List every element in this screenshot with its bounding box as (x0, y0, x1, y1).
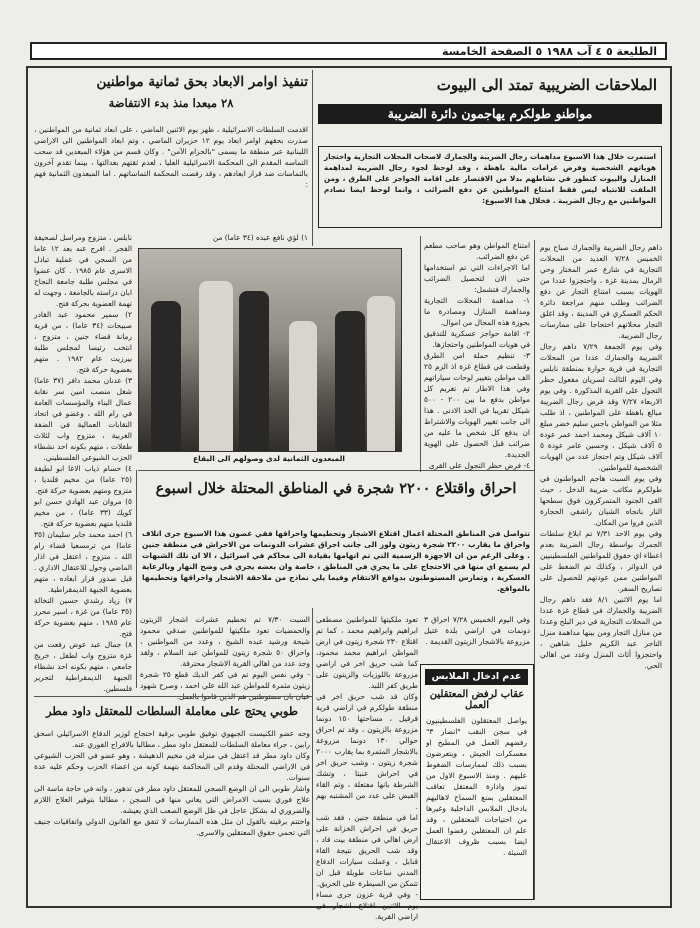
section-rule (138, 470, 534, 471)
photo-figure (199, 281, 233, 451)
column-rule (420, 236, 421, 472)
taxes-lead-text: استمرت خلال هذا الاسبوع مداهمات رجال الضريبة والجمارك لاصحاب المحلات التجارية واحتجاز هوياتهم الشخصية وفرض غرامات مالية باهظة ، وقد لوحظ لجوء رجال الضريبة لمداهمة المنازل والبيوت كتطور في نشاطهم بدلا من الاقتصار على اقامة الحواجز على الطرق ، ومن الملفت للانتباه ليس فقط امتناع المواطنين عن دفع الضرائب ، وانما لوحظ ايضا تصادم المواطنين مع رجال الضريبة . فخلال هذا الاسبوع: (324, 152, 656, 205)
deportation-list: نابلس ، متزوج ومراسل لصحيفة الفجر . افرج عنه بعد ١٢ عاما من السجن في عملية تبادل الاسرى عام ١٩٨٥ . كان عضوا في مجلس طلبة جامعة النجاح ابان دراسته بالجامعة ، وجهت له تهمة العضوية بحركة فتح. ٢) سمير محمود عبد القادر صبيحات (٣٤ عاما) ، من قرية رمانة قضاء جنين ، متزوج ، انتخب رئيسا لمجلس طلبة بيرزيت عام ١٩٨٢ . متهم بعضوية حركة فتح. ٣) عدنان محمد دافر (٣٧ عاما) شغل منصب امين سر نقابة عمال البناء والمؤسسات العامة في رام الله ، وعضو في اتحاد النقابات العمالية في الضفة الغربية ، متزوج واب لثلاث طفلات ، متهم بكونه احد نشطاء الحزب الشيوعي الفلسطيني. ٤) حسام ذياب الاغا ابو لطيفة (٢٥ عاما) من مخيم قلنديا ، متزوج ومتهم بعضوية حركة فتح. ٥) مروان عبد الهادي حسن ابو كويك (٣٣ عاما) ، من مخيم قلنديا متهم بعضوية حركة فتح. ٦) احمد محمد جابر سليمان (٣٥ عاما) من ترمسعيا قضاء رام الله ، متزوج ، اعتقل في اذار الماضي وحول للاعتقال الاداري . قيل صدور قرار ابعاده ، متهم بعضوية الجبهة الديمقراطية. ٧) زياد رشدي حسين النخالة (٣٥ عاما) من غزة ، اسير محرر عام ١٩٨٥ ، متهم بعضوية حركة فتح. ٨) جمال عبد عوض رفعت من غزة متزوج واب لطفل ، خريج جامعي ، متهم بكونه احد نشطاء الجبهة الديمقراطية لتحرير فلسطين. (34, 233, 133, 693)
trees-col-3: وفي اليوم الخميس ٧/٢٨ احراق ٣ دونمات في اراضي بلدة عتيل مزروعة بالاشجار الزيتون القديمة . (424, 615, 530, 646)
photo-figure (335, 311, 365, 451)
trees-headline: احراق واقتلاع ٢٢٠٠ شجرة في المناطق المحتلة خلال اسبوع (155, 480, 517, 497)
trees-lead: تتواصل في المناطق المحتلة اعمال اقتلاع الاشجار وتحطيمها واحراقها فقي غضون هذا الاسبوع جرى اتلاف واحراق ما يقارب ٢٢٠٠ شجرة زيتون ولوز الى جانب احراق عشرات الدونمات من الاحراش في منطقة جنين . وعلى الرغم من ان الاجهزة الرسمية التي تم اتهامها بقيادة الى محاكم في اسرائيل ، الا ان تلك الشبهات لم يسمع اي منها في الاحتجاج على ما يجري في المناطق ، خاصة وان بعضه يجري في وضح النهار وبالرعاية العسكرية ، وتمارس المستوطنون بدوافع الانتقام وفيما يلي نماذج من ملاحقة الاشجار واحراقها وتحطيمها بالمواقع. (142, 529, 530, 593)
dawood-headline: طوبي يحتج على معاملة السلطات للمعتقل داود مطر (46, 704, 298, 718)
photo-figure (239, 291, 269, 451)
taxes-lead-box (318, 146, 662, 228)
prisoners-label (425, 669, 528, 685)
deportation-list-item-1: ١) لؤي نافع عبده (٣٤ عاما) من (212, 233, 308, 242)
deportation-subhead: ٢٨ مبعدا منذ بدء الانتفاضة (108, 96, 234, 110)
column-rule (534, 240, 535, 900)
deportation-body: اقدمت السلطات الاسرائيلية ، ظهر يوم الاثنين الماضي ، على ابعاد ثمانية من المواطنين ، صدرت بحقهم اوامر ابعاد يوم ١٢ حزيران الماضي ، وتم ابعاد المواطنين الى الاراضي اللبنانية عبر منطقة ما يسمى "بالحزام الآمن" . وكان قسم من هؤلاء المبعدين قد سحب التماسه المقدم الى المحكمة الاسرائيلية العليا ، لعدم ثقتهم بعدالتها ، بينما تقدم آخرون بالتماسات ضد قرار ابعادهم ، وقد رفضت المحكمة التماساتهم . اما المبعدون الثمانية فهم : (34, 125, 308, 189)
column-rule (312, 608, 313, 900)
photo-figure (367, 296, 395, 451)
trees-col-1: السبت ٧/٣٠ تم تحطيم عشرات اشجار الزيتون والحمضيات تعود ملكيتها للمواطنين صدقي محمود شيحة ورشيد عبده الشيخ ، وعدد من المواطنين ، واحراق ٥٠ شجرة زيتون للمواطن عبد السلام ، ولقد وجد عدد من اهالي القرية الاشجار محترقة. - وفي نفس اليوم تم في كفر الديك قطع ٢٥ شجرة زيتون مثمرة للمواطن عبد الله علي احمد ، وصرح شهود عيان بان مستوطنين هم الذين قاموا بالعمل. (140, 615, 310, 701)
prisoners-label-text: عدم ادخال الملابس (431, 671, 522, 682)
column-rule (312, 70, 313, 246)
trees-col-2: تعود ملكيتها للمواطنين مصطفى ابراهيم وابراهيم محمد ، كما تم اقتلاع ٢٣٠ شجرة زيتون في ارض المواطن ابراهيم محمد محمود، كما شب حريق اخر في اراضي مزروعة باللوزيات والزيتون على طريق كفر اللبد. وكان قد شب حريق اخر في منطقة طولكرم في اراضي قرية قرقيل ، مساحتها ١٥٠ دونما مزروعة بالزيتون ، وقد تم احراق حوالي ١٣٠ دونما مزروعة بالاشجار المثمرة بما يقارب ٢٠٠٠ شجرة زيتون ، وشب حريق اخر في احراش عنبتا ، وتشك الشرطة بانها مفتعلة ، وتم القاء القبض على عدد من المشتبه بهم . اما في منطقة جنين ، فقد شب حريق في احراش الخزانة على ارض اهالي في منطقة بيت قاد ، وقد شب الحريق نتيجة القاء قنابل ، وعملت سيارات الدفاع المدني ساعات طويلة قبل ان تتمكن من السيطرة على الحريق. - وفي قرية عزون جرى مساء يوم الاثنين اقتلاع اشجار في اراضي القرية. (316, 615, 419, 921)
photo-figure (289, 321, 317, 451)
dawood-body: وجه عضو الكنيست الجبهوي توفيق طوبي برقية احتجاج لوزير الدفاع الاسرائيلي اسحق رابين ، جراء معاملة السلطات للمعتقل داود مطر ، مطالبا بالافراج الفوري عنه. وكان داود مطر قد اعتقل في منزله في مخيم الدهيشة ، وهو عضو في الحزب الشيوعي في الاراضي المحتلة وقدم الى المحاكمة بتهمة كونه من اعضاء الحزب وحكم عليه عدة سنوات. واشار طوبي الى ان الوضع الصحي للمعتقل داود مطر في تدهور ، وانه في حاجة ماسة الى علاج فوري بسبب الامراض التي يعاني منها في السجن ، مطالبا بتوفير العلاج اللازم والضروري له بشكل عاجل في ظل الوضع الصعب الذي يعيشه. واختتم برقيته بالقول ان مثل هذه الممارسات لا تتفق مع القانون الدولي واتفاقيات جنيف التي تحمي حقوق المعتقلين والاسرى. (34, 729, 310, 837)
photo-caption: المبعدون الثمانية لدى وصولهم الى البقاع (193, 454, 345, 463)
header-text: الطليعة ٥ ٤ آب ١٩٨٨ ٥ الصفحة الخامسة (441, 44, 657, 58)
deportees-photo (138, 248, 402, 452)
page-header (30, 42, 667, 60)
deportation-headline: تنفيذ اوامر الابعاد بحق ثمانية مواطنين (96, 74, 308, 90)
prisoners-box (420, 664, 534, 900)
column-rule (136, 470, 137, 688)
prisoners-headline: عقاب لرفض المعتقلين العمل (429, 689, 525, 711)
taxes-col-a: داهم رجال الضريبة والجمارك صباح يوم الخميس ٧/٢٨ العديد من المحلات التجارية في شارع عمر المختار وحي الرمال بمدينة غزة ، واحتجزوا عددا من الهويات بسبب امتناع التجار عن دفع الضرائب وطلب منهم مراجعة دائرة الحكم العسكري في المدينة ، وقد اغلق التجار محلاتهم احتجاجا على ممارسات رجال الضريبة. وفي يوم الجمعة ٧/٢٩ داهم رجال الضريبة والجمارك عددا من المحلات التجارية في قرية حوارة بمنطقة نابلس وفي اليوم الثالث لسريان مفعول حظر التجول على القرية المذكورة . وفي يوم الاربعاء ٧/٢٧ وقد فرض رجال الضريبة مبالغ باهظة على المواطنين ، اذ طلب مثلا من المواطن باجس سليم خضر مبلغ ١٠ آلاف شيكل ومحمد احمد عمر عودة ٥ آلاف شيكل ، وحسين عامر عودة ٥ آلاف شيكل وتم احتجاز عدد من الهويات الشخصية للمواطنين. وفي يوم السبت هاجم المواطنون في طولكرم مكاتب ضريبة الدخل ، حيث القى الجنود المتمركزون فوق سطحها النار باتجاه الشبان راشقي الحجارة الذين فروا من المكان. وفي يوم الاحد ٧/٣١ تم ابلاغ سلطات الجمرك بواسطة رجال الضريبة بعدم اعطاء اي حقوق للمواطنين الفلسطينيين في الدوائر ، وكذلك تم الضغط على المواطنين ممن عودتهم للحصول على تصاريح السفر. اما يوم الاثنين ٨/١ فقد داهم رجال الضريبة والجمارك في قطاع غزة عددا من المحلات التجارية في دير البلح وعددا من منازل التجار ومن بينها مداهمة منزل التاجر عبد الكريم خليل شاهين ، واحتجزوا أثاث المنزل وعدد من اهالي الحي. (540, 243, 662, 670)
taxes-col-b: امتناع المواطن وهو صاحب مطعم عن دفع الضرائب. اما الاجراءات التي تم استخدامها حتى الان لتحصيل الضرائب والجمارك فتشمل: ١- مداهمة المحلات التجارية ومداهمة المنازل ومصادرة ما بحوزة هذه المحال من اموال. ٢- اقامة حواجز عسكرية للتدقيق في هويات المواطنين واحتجازها. ٣- تنظيم حملة امن الطرق وقطعت في قطاع غزة اذ الزم ٢٥ الف مواطن بتغيير لوحات سياراتهم وفي هذا الاطار تم تغريم كل مواطن بدفع ما بين ٢٠٠ - ٥٠٠ شيكل تقريبا في الحد الادنى . هذا الى جانب تغيير الهويات والاشتراط ان يدفع كل شخص ما عليه من ضرائب قبل الحصول على الهوية الجديدة. ٤- فرض حظر التجول على القرى (424, 241, 531, 470)
taxes-banner-text: مواطنو طولكرم يهاجمون دائرة الضريبة (387, 106, 593, 121)
taxes-headline: الملاحقات الضريبية تمتد الى البيوت (436, 76, 657, 94)
photo-figure (151, 301, 181, 451)
taxes-banner (318, 104, 662, 124)
prisoners-body: يواصل المعتقلون الفلسطينيون في سجن النقب "انصار ٣" رفضهم العمل في المطبخ او معسكرات الجيش ، ويتعرضون بسبب ذلك لممارسات الضغوط عليهم . ومنذ الاسبوع الاول من تموز وادارة المعتقل تعاقب المعتقلين بمنع السماح لاهاليهم بادخال الملابس الداخلية وغيرها من احتياجات المعتقلين ، وقد علم ان المعتقلين رفضوا العمل ايضا بسبب ظروف الاعتقال السيئة . (426, 716, 527, 857)
section-rule (34, 696, 312, 697)
